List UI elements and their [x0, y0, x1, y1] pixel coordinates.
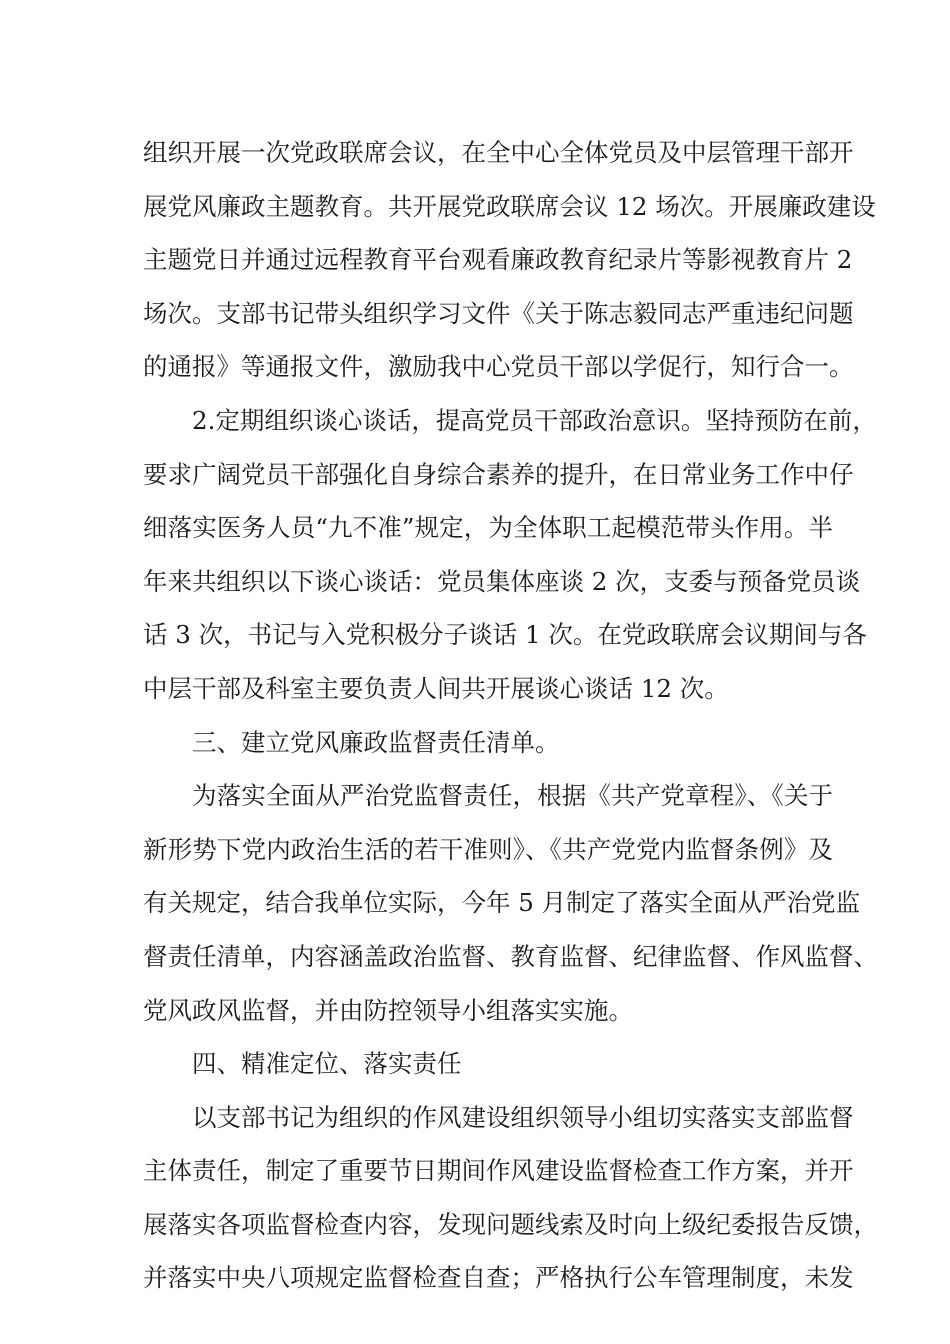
paragraph-line: 以支部书记为组织的作风建设组织领导小组切实落实支部监督 — [192, 1102, 854, 1132]
paragraph-line: 主体责任，制定了重要节日期间作风建设监督检查工作方案，并开 — [143, 1156, 854, 1186]
paragraph-line: 话 3 次，书记与入党积极分子谈话 1 次。在党政联席会议期间与各 — [143, 620, 867, 650]
paragraph-line: 为落实全面从严治党监督责任，根据《共产党章程》、《关于 — [192, 781, 833, 811]
paragraph-line: 年来共组织以下谈心谈话：党员集体座谈 2 次，支委与预备党员谈 — [143, 566, 861, 596]
section-heading: 三、建立党风廉政监督责任清单。 — [192, 727, 560, 757]
paragraph-line: 的通报》等通报文件，激励我中心党员干部以学促行，知行合一。 — [143, 352, 854, 382]
paragraph-line: 2.定期组织谈心谈话，提高党员干部政治意识。坚持预防在前， — [192, 405, 877, 435]
paragraph-line: 中层干部及科室主要负责人间共开展谈心谈话 12 次。 — [143, 673, 729, 703]
paragraph-line: 督责任清单，内容涵盖政治监督、教育监督、纪律监督、作风监督、 — [143, 941, 878, 971]
paragraph-line: 新形势下党内政治生活的若干准则》、《共产党党内监督条例》及 — [143, 834, 833, 864]
body-text — [143, 126, 878, 1305]
section-heading: 四、精准定位、落实责任 — [192, 1049, 462, 1079]
paragraph-line: 并落实中央八项规定监督检查自查；严格执行公车管理制度，未发 — [143, 1263, 854, 1293]
paragraph-line: 有关规定，结合我单位实际，今年 5 月制定了落实全面从严治党监 — [143, 888, 861, 918]
paragraph-line: 场次。支部书记带头组织学习文件《关于陈志毅同志严重违纪问题 — [143, 298, 854, 328]
paragraph-line: 要求广阔党员干部强化自身综合素养的提升，在日常业务工作中仔 — [143, 459, 854, 489]
paragraph-line: 展党风廉政主题教育。共开展党政联席会议 12 场次。开展廉政建设 — [143, 191, 876, 221]
paragraph-line: 党风政风监督，并由防控领导小组落实实施。 — [143, 995, 633, 1025]
paragraph-line: 组织开展一次党政联席会议，在全中心全体党员及中层管理干部开 — [143, 138, 854, 167]
paragraph-line: 细落实医务人员“九不准”规定，为全体职工起模范带头作用。半 — [143, 513, 833, 543]
paragraph-line: 主题党日并通过远程教育平台观看廉政教育纪录片等影视教育片 2 — [143, 245, 853, 275]
paragraph-line: 展落实各项监督检查内容，发现问题线索及时向上级纪委报告反馈， — [143, 1209, 878, 1239]
